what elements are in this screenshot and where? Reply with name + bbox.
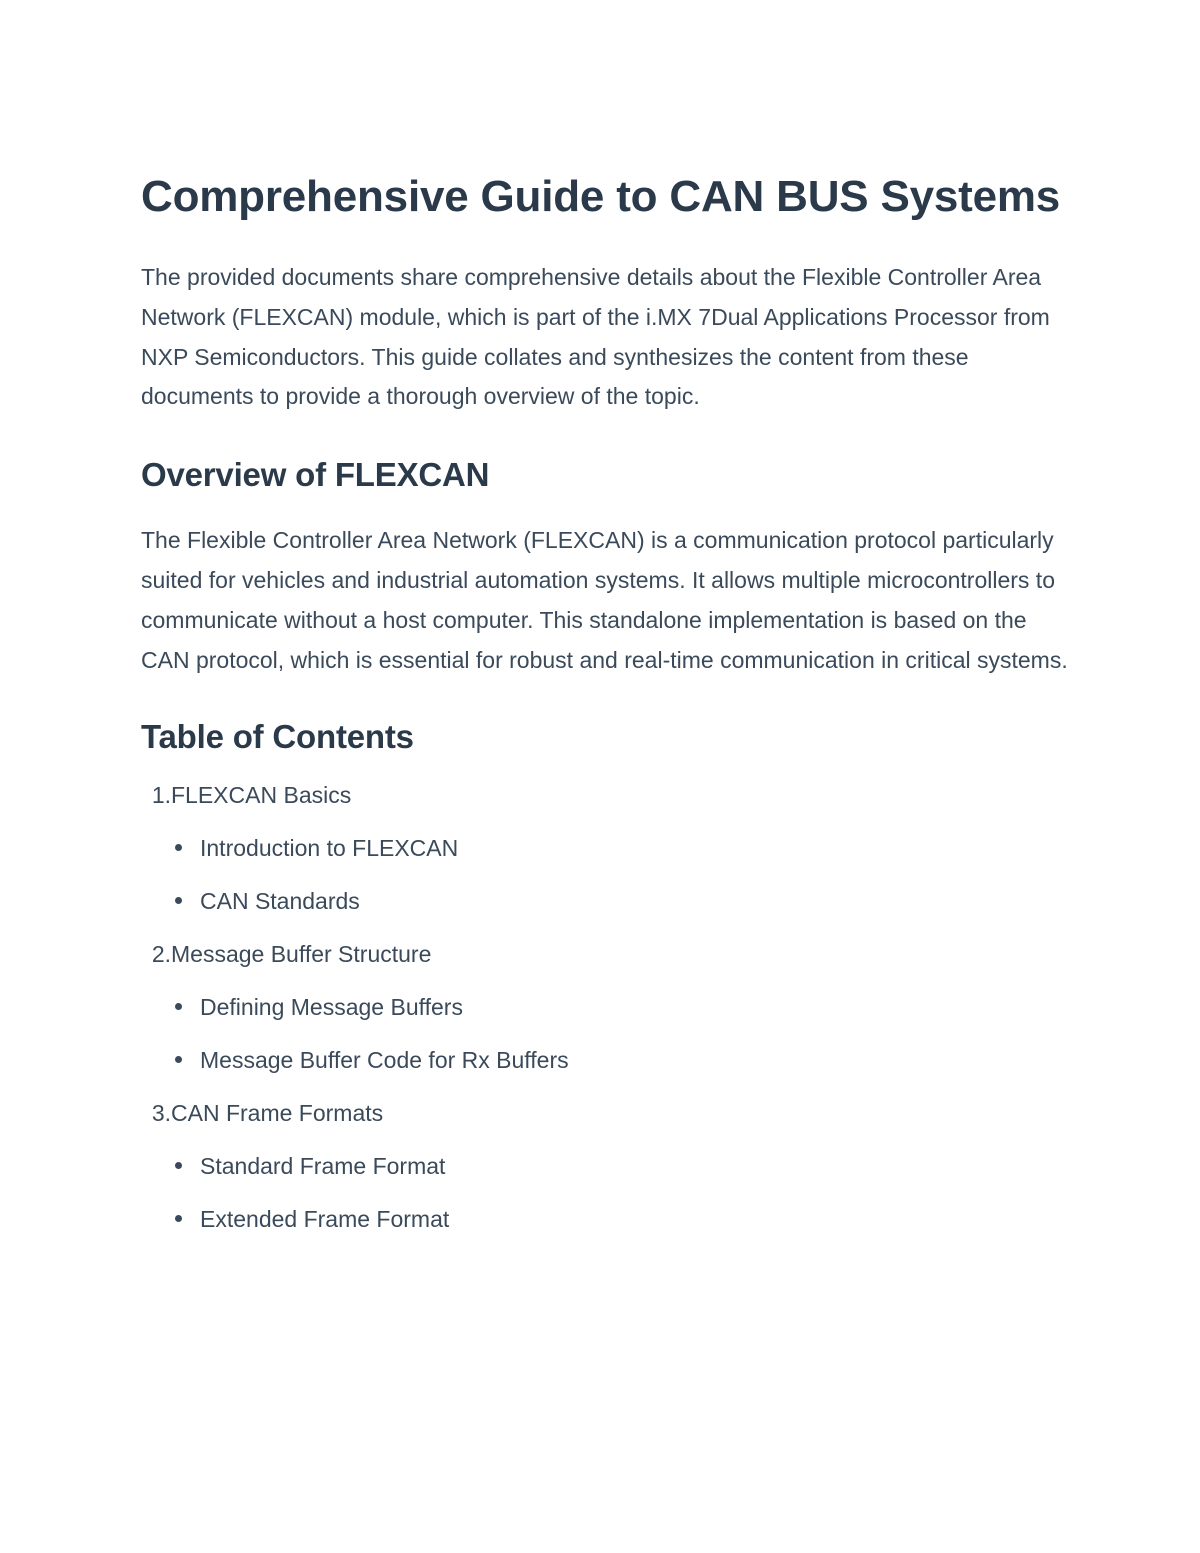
bullet-icon <box>175 1056 182 1063</box>
toc-subsection-label: Introduction to FLEXCAN <box>200 835 459 862</box>
document-page <box>141 165 1071 1233</box>
bullet-icon <box>175 1215 182 1222</box>
toc-section-number: 1. <box>151 782 171 809</box>
intro-paragraph: The provided documents share comprehensive details about the Flexible Controller Area Network (FLEXCAN) module, which is part of the i.MX 7Dual Applications Processor from NXP Semiconductors. This guide collates and synthesizes the content from these documents to provide a thorough overview of the topic. <box>141 264 1050 410</box>
overview-paragraph: The Flexible Controller Area Network (FLEXCAN) is a communication protocol particularly suited for vehicles and industrial automation systems. It allows multiple microcontrollers to communicate without a host computer. This standalone implementation is based on the CAN protocol, which is essential for robust and real-time communication in critical systems. <box>141 527 1068 673</box>
toc-subsection-label: Message Buffer Code for Rx Buffers <box>200 1047 569 1074</box>
toc-section-2 <box>141 940 1071 1074</box>
toc-subsection-list <box>141 993 1071 1074</box>
toc-subsection-item <box>141 834 1071 862</box>
page-title: Comprehensive Guide to CAN BUS Systems <box>141 172 1061 221</box>
toc-section-heading <box>141 940 1071 968</box>
bullet-icon <box>175 844 182 851</box>
bullet-icon <box>175 1162 182 1169</box>
toc-section-heading <box>141 1099 1071 1127</box>
toc-section-label: Message Buffer Structure <box>171 941 432 968</box>
toc-subsection-label: Defining Message Buffers <box>200 994 463 1021</box>
toc-subsection-item <box>141 1152 1071 1180</box>
bullet-icon <box>175 897 182 904</box>
overview-heading: Overview of FLEXCAN <box>141 456 490 494</box>
toc-section-number: 2. <box>151 941 171 968</box>
toc-section-label: FLEXCAN Basics <box>171 782 352 809</box>
toc-section-1 <box>141 781 1071 915</box>
toc-section-3 <box>141 1099 1071 1233</box>
toc-subsection-list <box>141 1152 1071 1233</box>
toc-section-label: CAN Frame Formats <box>171 1100 384 1127</box>
toc-subsection-list <box>141 834 1071 915</box>
table-of-contents <box>141 781 1071 1233</box>
toc-section-number: 3. <box>151 1100 171 1127</box>
toc-subsection-label: CAN Standards <box>200 888 360 915</box>
toc-subsection-item <box>141 1046 1071 1074</box>
toc-section-heading <box>141 781 1071 809</box>
toc-heading: Table of Contents <box>141 718 414 756</box>
toc-subsection-item <box>141 1205 1071 1233</box>
bullet-icon <box>175 1003 182 1010</box>
toc-subsection-label: Extended Frame Format <box>200 1206 450 1233</box>
toc-subsection-item <box>141 887 1071 915</box>
toc-subsection-item <box>141 993 1071 1021</box>
toc-subsection-label: Standard Frame Format <box>200 1153 446 1180</box>
